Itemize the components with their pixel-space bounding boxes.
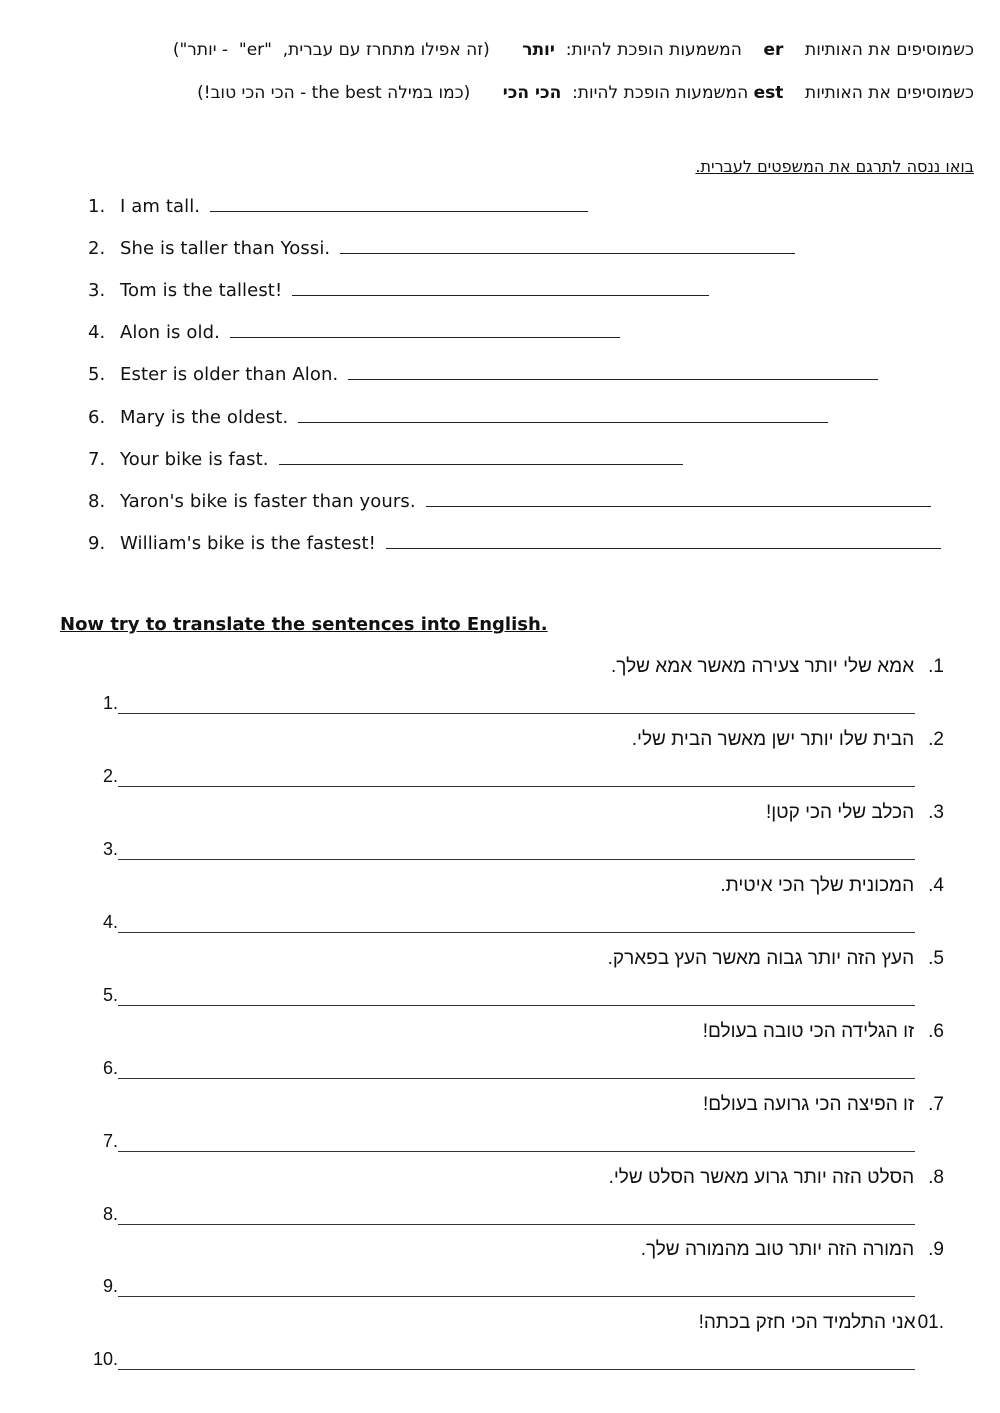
en-sentence-text: She is taller than Yossi. (120, 238, 331, 259)
intro-er-letters: er (763, 40, 784, 60)
answer-line[interactable] (118, 1137, 915, 1152)
en-sentence-text: Mary is the oldest. (120, 407, 289, 428)
answer-line[interactable] (118, 1282, 915, 1297)
en-sentence-text: Your bike is fast. (120, 449, 269, 470)
answer-line[interactable] (118, 772, 915, 787)
he-sentence-text: העץ הזה יותר גבוה מאשר העץ בפארק. (607, 948, 915, 969)
answer-num: 1. (103, 693, 119, 713)
task2-heading: Now try to translate the sentences into English. (60, 614, 548, 635)
he-sentence-num: .6 (928, 1021, 944, 1042)
he-sentence-text: זו הגלידה הכי טובה בעולם! (702, 1021, 915, 1042)
en-sentence-row (88, 235, 795, 259)
he-sentence-text: אני התלמיד הכי חזק בכתה! (698, 1312, 916, 1333)
en-sentence-row (88, 404, 828, 428)
task1-heading: בואו ננסה לתרגם את המשפטים לעברית. (695, 157, 974, 176)
en-sentence-text: Yaron's bike is faster than yours. (120, 491, 416, 512)
intro-er-meaning: יותר (522, 40, 555, 60)
en-sentence-row (88, 488, 931, 512)
he-sentence-row (611, 656, 944, 678)
answer-blank[interactable] (230, 319, 620, 338)
he-sentence-num: 01. (917, 1312, 944, 1333)
he-sentence-row (703, 1021, 944, 1043)
answer-line[interactable] (118, 1355, 915, 1370)
intro-est-note: (כמו במילה the best - הכי הכי טוב!) (197, 83, 471, 103)
he-sentence-num: .5 (928, 948, 944, 969)
he-sentence-row (766, 802, 944, 824)
intro-est-prefix: כשמוסיפים את האותיות (805, 83, 974, 103)
he-sentence-text: הסלט הזה יותר גרוע מאשר הסלט שלי. (608, 1167, 915, 1188)
en-sentence-num: 7. (88, 449, 106, 470)
he-sentence-text: הכלב שלי הכי קטן! (765, 802, 915, 823)
answer-blank[interactable] (298, 404, 828, 423)
answer-blank[interactable] (348, 361, 878, 380)
he-sentence-row (609, 1167, 944, 1189)
answer-row (93, 1349, 915, 1370)
he-sentence-row (632, 729, 944, 751)
answer-row (103, 1058, 915, 1079)
answer-row (103, 1204, 915, 1225)
answer-num: 6. (103, 1058, 119, 1078)
en-sentence-num: 3. (88, 280, 106, 301)
answer-num: 5. (103, 985, 119, 1005)
he-sentence-num: .3 (928, 802, 944, 823)
intro-est-meaning: הכי הכי (502, 83, 562, 103)
intro-line-est (197, 83, 974, 103)
answer-num: 4. (103, 912, 119, 932)
answer-num: 2. (103, 766, 119, 786)
he-sentence-text: הבית שלו יותר ישן מאשר הבית שלי. (631, 729, 915, 750)
intro-est-letters: est (753, 83, 784, 103)
en-sentence-num: 8. (88, 491, 106, 512)
answer-num: 10. (93, 1349, 119, 1369)
he-sentence-text: המכונית שלך הכי איטית. (720, 875, 915, 896)
answer-num: 3. (103, 839, 119, 859)
he-sentence-num: .2 (928, 729, 944, 750)
answer-num: 7. (103, 1131, 119, 1151)
intro-er-middle: המשמעות הופכת להיות: (565, 40, 742, 60)
answer-row (103, 766, 915, 787)
he-sentence-text: המורה הזה יותר טוב מהמורה שלך. (640, 1239, 915, 1260)
he-sentence-num: .7 (928, 1094, 944, 1115)
answer-num: 9. (103, 1276, 119, 1296)
en-sentence-num: 2. (88, 238, 106, 259)
en-sentence-text: I am tall. (120, 196, 201, 217)
intro-er-prefix: כשמוסיפים את האותיות (805, 40, 974, 60)
en-sentence-text: Tom is the tallest! (120, 280, 283, 301)
he-sentence-num: .1 (928, 656, 944, 677)
en-sentence-text: Alon is old. (120, 322, 220, 343)
en-sentence-num: 9. (88, 533, 106, 554)
en-sentence-row (88, 277, 709, 301)
en-sentence-num: 5. (88, 364, 106, 385)
intro-line-er (173, 40, 974, 60)
intro-est-middle: המשמעות הופכת להיות: (572, 83, 749, 103)
answer-row (103, 1131, 915, 1152)
answer-line[interactable] (118, 845, 915, 860)
he-sentence-num: .8 (928, 1167, 944, 1188)
answer-blank[interactable] (210, 193, 588, 212)
en-sentence-row (88, 530, 941, 554)
he-sentence-text: אמא שלי יותר צעירה מאשר אמא שלך. (611, 656, 915, 677)
en-sentence-text: Ester is older than Alon. (120, 364, 339, 385)
he-sentence-text: זו הפיצה הכי גרועה בעולם! (702, 1094, 915, 1115)
answer-row (103, 1276, 915, 1297)
answer-row (103, 839, 915, 860)
en-sentence-row (88, 446, 683, 470)
answer-line[interactable] (118, 991, 915, 1006)
en-sentence-num: 6. (88, 407, 106, 428)
en-sentence-num: 1. (88, 196, 106, 217)
he-sentence-num: .9 (928, 1239, 944, 1260)
answer-blank[interactable] (340, 235, 795, 254)
he-sentence-num: .4 (928, 875, 944, 896)
he-sentence-row (699, 1312, 944, 1334)
he-sentence-row (641, 1239, 944, 1261)
answer-line[interactable] (118, 1064, 915, 1079)
answer-row (103, 985, 915, 1006)
answer-line[interactable] (118, 699, 915, 714)
answer-row (103, 912, 915, 933)
answer-line[interactable] (118, 918, 915, 933)
answer-blank[interactable] (426, 488, 931, 507)
he-sentence-row (703, 1094, 944, 1116)
en-sentence-row (88, 361, 878, 385)
answer-row (103, 693, 915, 714)
en-sentence-text: William's bike is the fastest! (120, 533, 376, 554)
he-sentence-row (720, 875, 944, 897)
en-sentence-num: 4. (88, 322, 106, 343)
en-sentence-row (88, 319, 620, 343)
answer-blank[interactable] (279, 446, 683, 465)
answer-blank[interactable] (386, 530, 941, 549)
intro-er-note: (זה אפילו מתחרז עם עברית, "er" - יותר") (172, 40, 490, 60)
answer-num: 8. (103, 1204, 119, 1224)
he-sentence-row (608, 948, 944, 970)
en-sentence-row (88, 193, 588, 217)
answer-blank[interactable] (292, 277, 709, 296)
answer-line[interactable] (118, 1210, 915, 1225)
